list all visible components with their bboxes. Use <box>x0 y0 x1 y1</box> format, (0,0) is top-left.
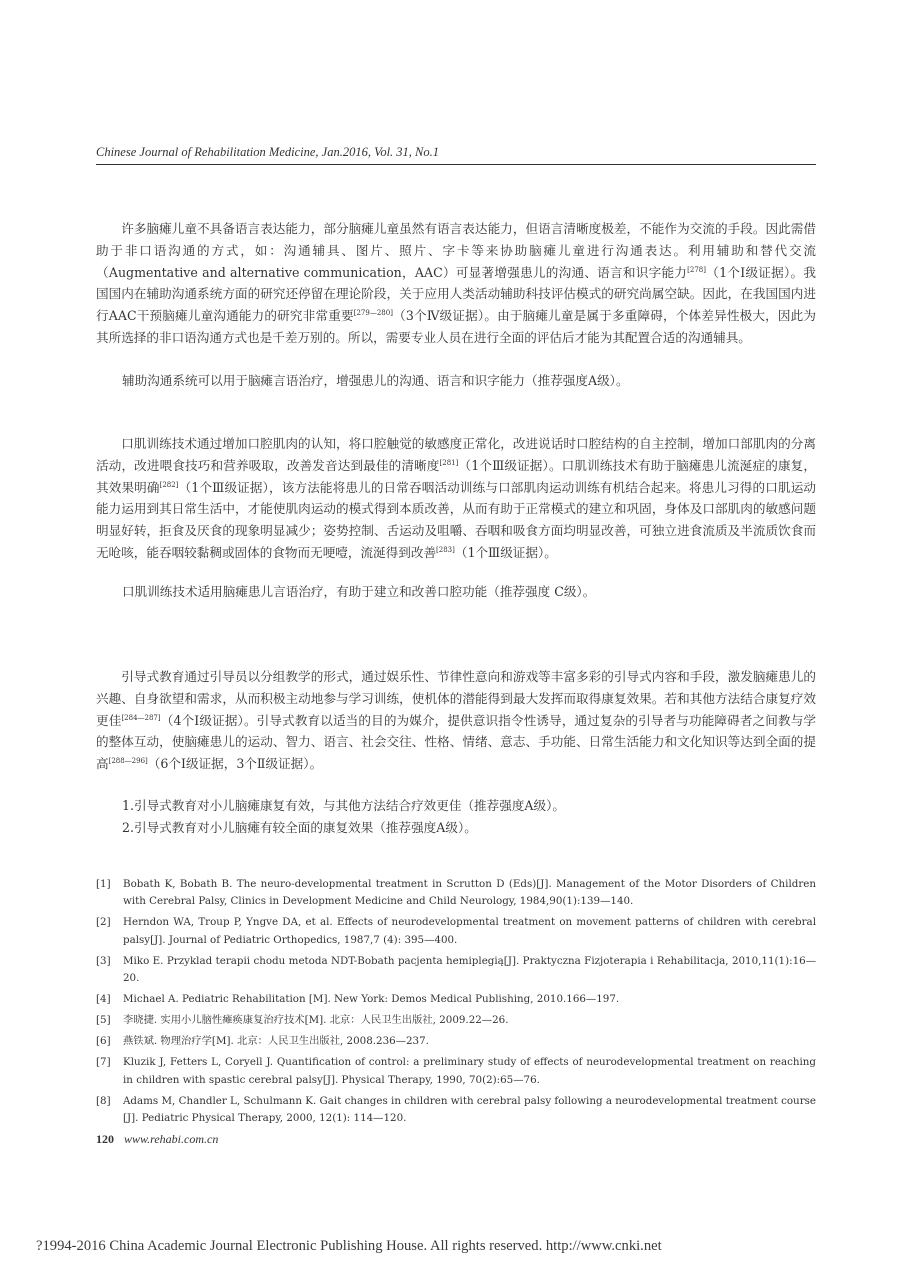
reference-item <box>96 914 816 949</box>
page-number: 120 <box>96 1132 114 1146</box>
reference-number: [7] <box>96 1056 111 1069</box>
copyright-line: ?1994-2016 China Academic Journal Electronic Publishing House. All rights reserved. http://www.cnki.net <box>36 1238 662 1254</box>
aac-paragraph <box>96 218 816 349</box>
reference-item <box>96 1093 816 1128</box>
header-rule <box>96 164 816 165</box>
oral-text-b: （1个Ⅲ级证据）。口肌训练技术有助于脑瘫患儿流涎症的康复，其效果明确 <box>96 457 817 495</box>
recommendation-text: 口肌训练技术适用脑瘫患儿言语治疗，有助于建立和改善口腔功能（推荐强度 C级）。 <box>122 584 596 599</box>
reference-number: [8] <box>96 1094 111 1107</box>
reference-number: [3] <box>96 954 111 967</box>
reference-number: [5] <box>96 1014 111 1027</box>
running-head: Chinese Journal of Rehabilitation Medicine, Jan.2016, Vol. 31, No.1 <box>96 145 440 159</box>
oral-motor-recommendation <box>122 581 812 603</box>
aac-text-b: （1个Ⅰ级证据）。我国国内在辅助沟通系统方面的研究还停留在理论阶段，关于应用人类活动辅助科技评估模式的研究尚属空缺。因此，在我国国内进行AAC干预脑瘫儿童沟通能力的研究非常重要 <box>96 264 816 324</box>
reference-text: Michael A. Pediatric Rehabilitation [M]. New York: Demos Medical Publishing, 2010.166—197. <box>123 993 620 1006</box>
reference-text: Miko E. Przyklad terapii chodu metoda NDT-Bobath pacjenta hemiplegią[J]. Praktyczna Fizjoterapia i Rehabilitacja, 2010,11(1):16—20. <box>123 954 816 985</box>
section-aac <box>96 218 816 349</box>
reference-number: [1] <box>96 878 111 890</box>
citation: [279—280] <box>353 309 393 318</box>
reference-item <box>96 876 816 911</box>
conductive-text-c: （6个Ⅰ级证据，3个Ⅱ级证据）。 <box>147 756 323 772</box>
recommendation-text: 1.引导式教育对小儿脑瘫康复有效，与其他方法结合疗效更佳（推荐强度A级）。 <box>122 798 565 813</box>
conductive-paragraph <box>96 666 816 775</box>
citation: [284—287] <box>121 713 161 722</box>
page-footer <box>96 1132 218 1147</box>
oral-text-d: （1个Ⅲ级证据）。 <box>454 544 557 560</box>
recommendation-text: 2.引导式教育对小儿脑瘫有较全面的康复效果（推荐强度A级）。 <box>122 819 477 835</box>
aac-text-a: 许多脑瘫儿童不具备语言表达能力，部分脑瘫儿童虽然有语言表达能力，但语言清晰度极差，不能作为交流的手段。因此需借助于非口语沟通的方式，如：沟通辅具、图片、照片、字卡等来协助脑瘫儿童进行沟通表达。利用辅助和替代交流（Augmentative and alternative communication，AAC）可显著增强患儿的沟通、语言和识字能力 <box>96 221 816 280</box>
aac-text-c: （3个Ⅳ级证据）。由于脑瘫儿童是属于多重障碍，个体差异性极大，因此为其所选择的非口语沟通方式也是千差万别的。所以，需要专业人员在进行全面的评估后才能为其配置合适的沟通辅具。 <box>96 308 817 345</box>
reference-item <box>96 1012 816 1029</box>
aac-recommendation <box>122 370 812 392</box>
citation: [288—296] <box>108 757 148 766</box>
reference-text: Bobath K, Bobath B. The neuro-developmental treatment in Scrutton D (Eds)[J]. Management of the Motor Disorders of Children with Cerebral Palsy, Clinics in Development Medicine and Child Neurology, 1984,90(1):139—140. <box>123 878 816 908</box>
oral-text-a: 口肌训练技术通过增加口腔肌肉的认知，将口腔触觉的敏感度正常化，改进说话时口腔结构的自主控制，增加口部肌肉的分离活动，改进喂食技巧和营养吸取，改善发音达到最佳的清晰度 <box>96 436 816 473</box>
reference-text: Herndon WA, Troup P, Yngve DA, et al. Effects of neurodevelopmental treatment on movement patterns of children with cerebral palsy[J]. Journal of Pediatric Orthopedics, 1987,7 (4): 395—400. <box>123 916 816 946</box>
section-conductive-education <box>96 666 816 775</box>
reference-number: [2] <box>96 916 111 929</box>
citation: [282] <box>159 480 179 489</box>
citation: [278] <box>687 265 706 274</box>
conductive-recommendations <box>122 795 812 839</box>
conductive-text-b: （4个Ⅰ级证据）。引导式教育以适当的目的为媒介，提供意识指令性诱导，通过复杂的引导者与功能障碍者之间教与学的整体互动，使脑瘫患儿的运动、智力、语言、社会交往、性格、情绪、意志、手功能、日常生活能力和文化知识等达到全面的提高 <box>96 712 817 772</box>
reference-text: 燕铁斌. 物理治疗学[M]. 北京：人民卫生出版社, 2008.236—237. <box>123 1035 429 1048</box>
reference-list <box>96 876 816 1131</box>
reference-text: Adams M, Chandler L, Schulmann K. Gait changes in children with cerebral palsy following a neurodevelopmental treatment course [J]. Pediatric Physical Therapy, 2000, 12(1): 114—120. <box>123 1094 816 1125</box>
citation: [281] <box>439 458 459 467</box>
reference-item <box>96 1054 816 1089</box>
citation: [283] <box>436 545 455 554</box>
oral-text-c: （1个Ⅲ级证据），该方法能将患儿的日常吞咽活动训练与口部肌肉运动训练有机结合起来。将患儿习得的口肌运动能力运用到其日常生活中，才能使肌肉运动的模式得到本质改善，从而有助于正常模式的建立和巩固，身体及口部肌肉的敏感问题明显好转，拒食及厌食的现象明显减少；姿势控制、舌运动及咀嚼、吞咽和吸食方面均明显改善，可独立进食流质及半流质饮食而无呛咳，能吞咽较黏稠或固体的食物而无哽噎，流涎得到改善 <box>96 479 817 560</box>
reference-number: [6] <box>96 1035 111 1048</box>
reference-item <box>96 991 816 1008</box>
reference-item <box>96 1033 816 1050</box>
reference-item <box>96 953 816 988</box>
reference-number: [4] <box>96 993 111 1006</box>
reference-text: Kluzik J, Fetters L, Coryell J. Quantification of control: a preliminary study of effects of neurodevelopmental treatment on reaching in children with spastic cerebral palsy[J]. Physical Therapy, 1990, 70(2):65—76. <box>123 1056 816 1086</box>
section-oral-motor <box>96 433 816 564</box>
conductive-text-a: 引导式教育通过引导员以分组教学的形式，通过娱乐性、节律性意向和游戏等丰富多彩的引导式内容和手段，激发脑瘫患儿的兴趣、自身欲望和需求，从而积极主动地参与学习训练，使机体的潜能得到最大发挥而取得康复效果。若和其他方法结合康复疗效更佳 <box>96 669 816 728</box>
journal-url[interactable]: www.rehabi.com.cn <box>124 1132 219 1146</box>
recommendation-text: 辅助沟通系统可以用于脑瘫言语治疗，增强患儿的沟通、语言和识字能力（推荐强度A级）。 <box>122 373 629 388</box>
oral-motor-paragraph <box>96 433 816 564</box>
reference-text: 李晓捷. 实用小儿脑性瘫痪康复治疗技术[M]. 北京：人民卫生出版社, 2009.22—26. <box>123 1014 509 1027</box>
